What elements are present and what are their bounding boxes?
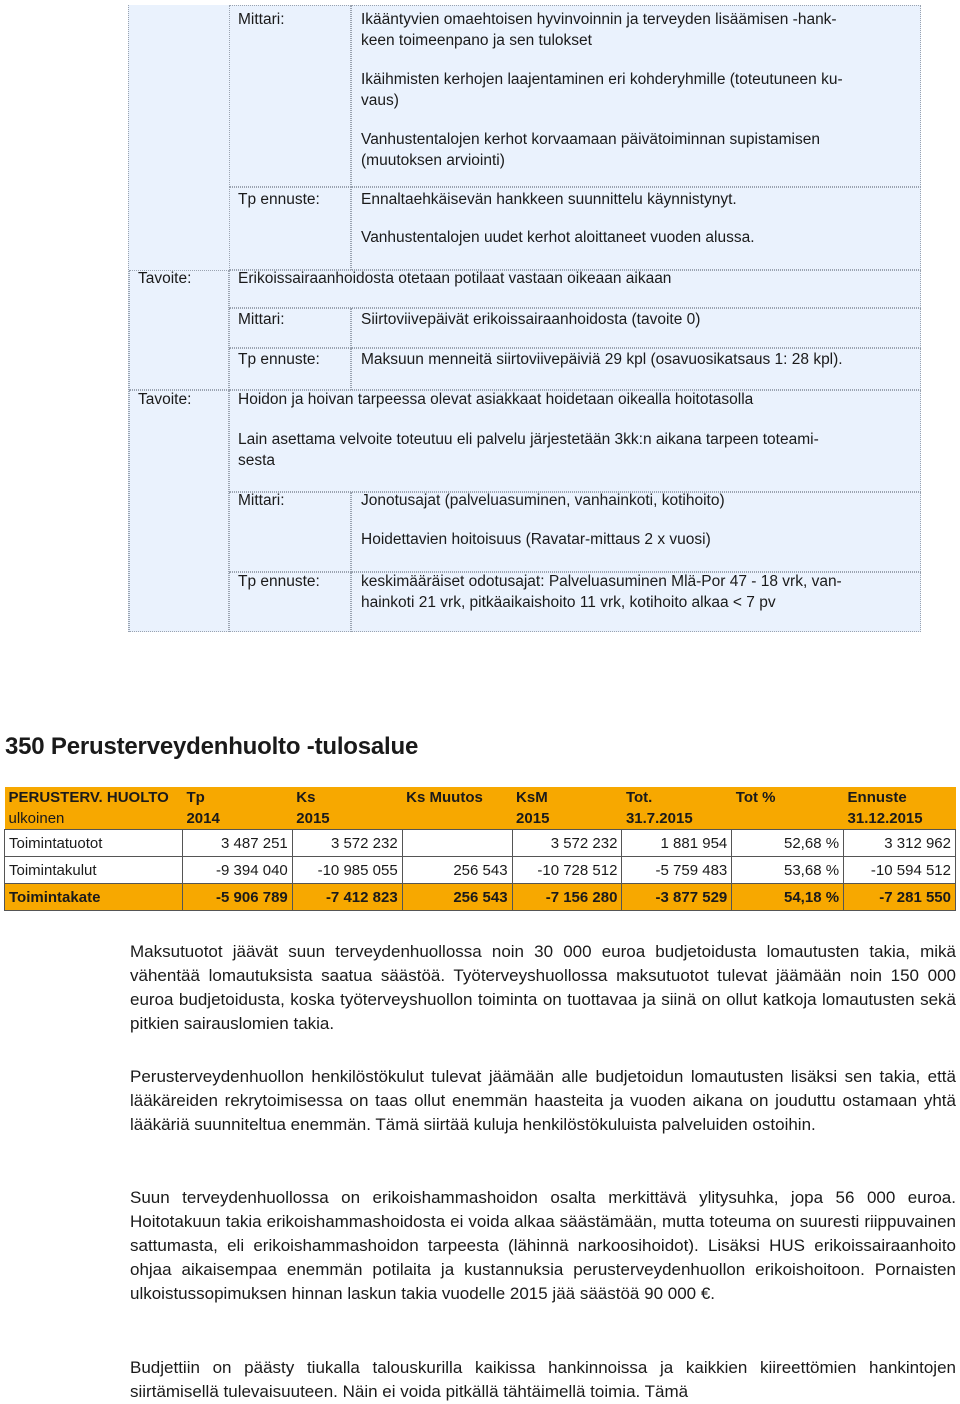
tavoite-text: Lain asettama velvoite toteutuu eli palvelu järjestetään 3kk:n aikana tarpeen toteami- [238, 431, 819, 448]
table-header-cell: Ennuste [844, 787, 956, 808]
table-cell: -7 412 823 [292, 884, 402, 911]
mittari-label: Mittari: [238, 311, 285, 328]
section-title: 350 Perusterveydenhuolto -tulosalue [5, 733, 419, 760]
table-cell: -5 906 789 [182, 884, 292, 911]
tp-ennuste-label: Tp ennuste: [238, 191, 320, 208]
table-header-row [5, 808, 956, 830]
table-cell: -3 877 529 [622, 884, 732, 911]
tp-ennuste-label: Tp ennuste: [238, 351, 320, 368]
goal-cell [129, 390, 229, 632]
tp-ennuste-label: Tp ennuste: [238, 573, 320, 590]
table-cell: 52,68 % [732, 830, 844, 857]
table-cell: -10 594 512 [844, 857, 956, 884]
tavoite-label: Tavoite: [138, 391, 192, 408]
table-header-cell: 2015 [292, 808, 402, 830]
body-paragraph: Perusterveydenhuollon henkilöstökulut tulevat jäämään alle budjetoidun lomautusten lisäksi sen takia, että lääkäreiden rekrytoimisessa on taas ollut enemmän haasteita ja vuoden aikana on jouduttu ostamaan yhtä lääkäriä suunniteltua enemmän. Tämä siirtää kuluja henkilöstökuluista palveluiden ostoihin. [130, 1067, 956, 1134]
tavoite-text: Hoidon ja hoivan tarpeessa olevat asiakkaat hoidetaan oikealla hoitotasolla [238, 391, 754, 408]
table-cell: Toimintakulut [5, 857, 183, 884]
mittari-text: (muutoksen arviointi) [361, 152, 505, 169]
tp-ennuste-text: hainkoti 21 vrk, pitkäaikaishoito 11 vrk, kotihoito alkaa < 7 pv [361, 594, 776, 611]
table-cell: 3 312 962 [844, 830, 956, 857]
table-header-cell: Tot. [622, 787, 732, 808]
table-cell: -10 985 055 [292, 857, 402, 884]
table-header-cell: 31.7.2015 [622, 808, 732, 830]
mittari-text: Siirtoviivepäivät erikoissairaanhoidosta (tavoite 0) [361, 311, 701, 328]
table-header-cell [402, 808, 512, 830]
table-cell: Toimintatuotot [5, 830, 183, 857]
table-cell: -7 156 280 [512, 884, 622, 911]
mittari-text: Hoidettavien hoitoisuus (Ravatar-mittaus 2 x vuosi) [361, 531, 711, 548]
tp-ennuste-text: Ennaltaehkäisevän hankkeen suunnittelu käynnistynyt. [361, 191, 737, 208]
goals-table [128, 5, 921, 632]
table-cell: 256 543 [402, 884, 512, 911]
table-header-cell: 2014 [182, 808, 292, 830]
body-paragraph: Maksutuotot jäävät suun terveydenhuollossa noin 30 000 euroa budjetoidusta lomautusten takia, mikä vähentää lomautuksista saatua säästöä. Työterveyshuollossa maksutuotot tulevat jäämään noin 150 000 euroa budjetoidusta, koska työterveyshuollon toiminta on tuottavaa ja siinä on ollut katkoja lomautusten sekä pitkien sairauslomien takia. [130, 942, 956, 1033]
table-cell: 3 572 232 [512, 830, 622, 857]
tp-ennuste-text: Maksuun menneitä siirtoviivepäiviä 29 kpl (osavuosikatsaus 1: 28 kpl). [361, 351, 843, 368]
mittari-label: Mittari: [238, 11, 285, 28]
table-cell: 54,18 % [732, 884, 844, 911]
table-header-cell: Tp [182, 787, 292, 808]
table-cell: 1 881 954 [622, 830, 732, 857]
tp-ennuste-text: keskimääräiset odotusajat: Palveluasuminen Mlä-Por 47 - 18 vrk, van- [361, 573, 842, 590]
mittari-text: Ikääntyvien omaehtoisen hyvinvoinnin ja terveyden lisäämisen -hank- [361, 11, 837, 28]
table-cell: 256 543 [402, 857, 512, 884]
table-cell: -5 759 483 [622, 857, 732, 884]
table-cell: 53,68 % [732, 857, 844, 884]
table-cell: -10 728 512 [512, 857, 622, 884]
mittari-text: Ikäihmisten kerhojen laajentaminen eri kohderyhmille (toteutuneen ku- [361, 71, 843, 88]
table-header-cell: Tot % [732, 787, 844, 808]
table-header-cell: PERUSTERV. HUOLTO [5, 787, 183, 808]
table-header-cell [732, 808, 844, 830]
tavoite-text: sesta [238, 452, 276, 469]
mittari-label: Mittari: [238, 492, 285, 509]
financial-table [4, 787, 956, 911]
tavoite-label: Tavoite: [138, 270, 192, 287]
body-paragraph: Suun terveydenhuollossa on erikoishammashoidon osalta merkittävä ylitysuhka, jopa 56 000 euroa. Hoitotakuun takia erikoishammashoidosta ei voida alkaa säästämään, mutta toteuma on suuresti riippuvainen sattumasta, eli erikoishammashoidon tarpeesta (lähinnä narkoosihoidot). Lisäksi HUS erikoissairaanhoito ohjaa aikaisempaa enemmän potilaita ja kustannuksia perusterveydenhuollon erikoishoitoon. Pornaisten ulkoistussopimuksen hinnan laskun takia vuodelle 2015 jää säästöä 90 000 €. [130, 1188, 956, 1303]
table-total-row [5, 884, 956, 911]
mittari-text: Jonotusajat (palveluasuminen, vanhainkoti, kotihoito) [361, 492, 725, 509]
tavoite-text: Erikoissairaanhoidosta otetaan potilaat vastaan oikeaan aikaan [238, 270, 672, 287]
table-header-cell: 2015 [512, 808, 622, 830]
mittari-text: keen toimeenpano ja sen tulokset [361, 32, 592, 49]
body-paragraph: Budjettiin on päästy tiukalla talouskurilla kaikissa hankinnoissa ja kaikkien kiireettömien hankintojen siirtämisellä tulevaisuuteen. Näin ei voida pitkällä tähtäimellä toimia. Tämä [130, 1358, 956, 1401]
table-header-row [5, 787, 956, 808]
table-cell: 3 572 232 [292, 830, 402, 857]
table-row [5, 830, 956, 857]
table-header-cell: KsM [512, 787, 622, 808]
table-cell: 3 487 251 [182, 830, 292, 857]
table-header-cell: Ks [292, 787, 402, 808]
table-header-cell: ulkoinen [5, 808, 183, 830]
table-cell: -9 394 040 [182, 857, 292, 884]
table-header-cell: Ks Muutos [402, 787, 512, 808]
table-cell: -7 281 550 [844, 884, 956, 911]
table-header-cell: 31.12.2015 [844, 808, 956, 830]
table-row [5, 857, 956, 884]
table-cell [402, 830, 512, 857]
table-cell: Toimintakate [5, 884, 183, 911]
goal-cell [229, 5, 351, 187]
mittari-text: vaus) [361, 92, 399, 109]
tp-ennuste-text: Vanhustentalojen uudet kerhot aloittaneet vuoden alussa. [361, 229, 755, 246]
mittari-text: Vanhustentalojen kerhot korvaamaan päivätoiminnan supistamisen [361, 131, 820, 148]
